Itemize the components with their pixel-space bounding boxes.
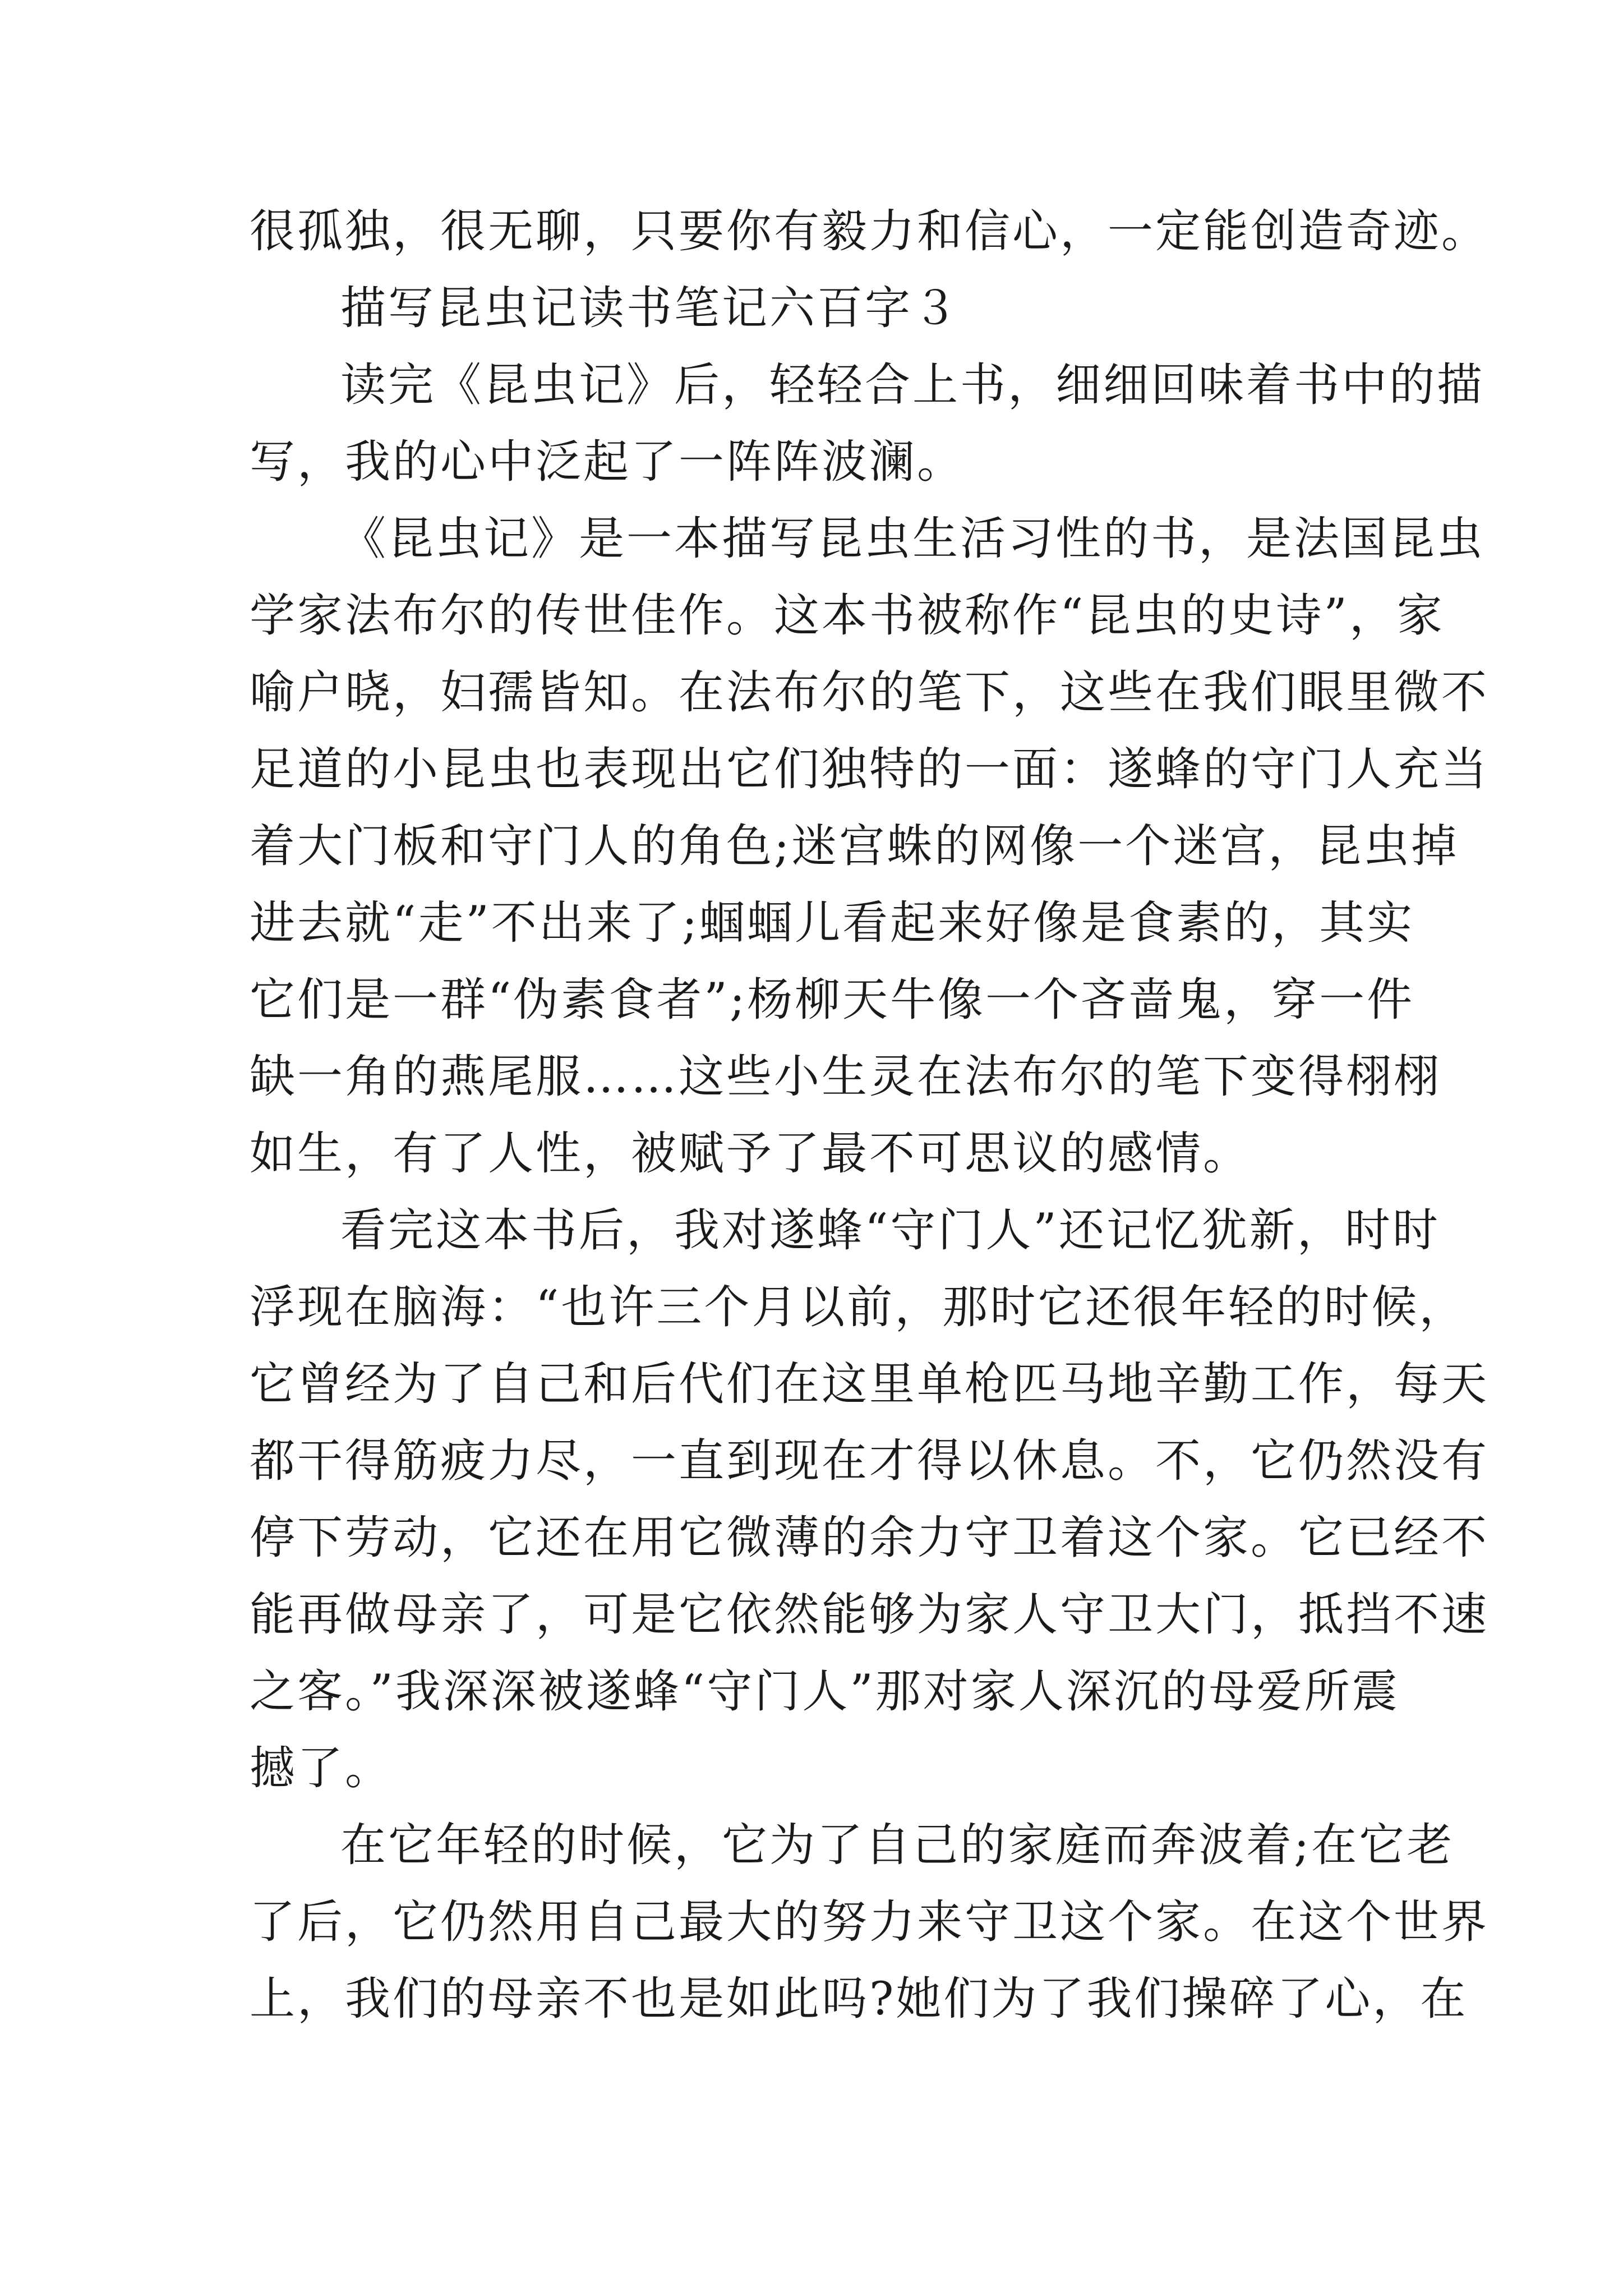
text-line: 浮现在脑海：“也许三个月以前，那时它还很年轻的时候， [250,1281,1467,1334]
text-line: 着大门板和守门人的角色;迷宫蛛的网像一个迷宫，昆虫掉 [250,820,1459,873]
body-text [250,194,1490,2038]
text-line: 它们是一群“伪素食者”;杨柳天牛像一个吝啬鬼，穿一件 [250,974,1415,1027]
text-line: 能再做母亲了，可是它依然能够为家人守卫大门，抵挡不速 [250,1589,1490,1641]
text-line: 上，我们的母亲不也是如此吗?她们为了我们操碎了心，在 [250,1973,1468,2026]
text-line: 撼了。 [250,1742,393,1795]
text-line: 看完这本书后，我对遂蜂“守门人”还记忆犹新，时时 [340,1204,1440,1257]
text-line: 在它年轻的时候，它为了自己的家庭而奔波着;在它老 [340,1819,1455,1872]
text-line: 《昆虫记》是一本描写昆虫生活习性的书，是法国昆虫 [340,513,1485,565]
text-line: 了后，它仍然用自己最大的努力来守卫这个家。在这个世界 [250,1896,1490,1949]
text-line: 写，我的心中泛起了一阵阵波澜。 [250,436,965,489]
text-line: 很孤独，很无聊，只要你有毅力和信心，一定能创造奇迹。 [250,205,1490,258]
text-line: 缺一角的燕尾服……这些小生灵在法布尔的笔下变得栩栩 [250,1051,1442,1103]
text-line: 进去就“走”不出来了;蝈蝈儿看起来好像是食素的，其实 [250,897,1415,950]
section-heading: 描写昆虫记读书笔记六百字３ [340,282,961,335]
text-line: 如生，有了人性，被赋予了最不可思议的感情。 [250,1128,1251,1180]
text-line: 之客。”我深深被遂蜂“守门人”那对家人深沉的母爱所震 [250,1665,1400,1718]
text-line: 读完《昆虫记》后，轻轻合上书，细细回味着书中的描 [340,359,1485,412]
text-line: 停下劳动，它还在用它微薄的余力守卫着这个家。它已经不 [250,1512,1490,1565]
text-line: 学家法布尔的传世佳作。这本书被称作“昆虫的史诗”，家 [250,590,1445,642]
text-line: 足道的小昆虫也表现出它们独特的一面：遂蜂的守门人充当 [250,743,1490,796]
text-line: 喻户晓，妇孺皆知。在法布尔的笔下，这些在我们眼里微不 [250,666,1490,719]
text-line: 都干得筋疲力尽，一直到现在才得以休息。不，它仍然没有 [250,1435,1490,1488]
text-line: 它曾经为了自己和后代们在这里单枪匹马地辛勤工作，每天 [250,1358,1490,1411]
